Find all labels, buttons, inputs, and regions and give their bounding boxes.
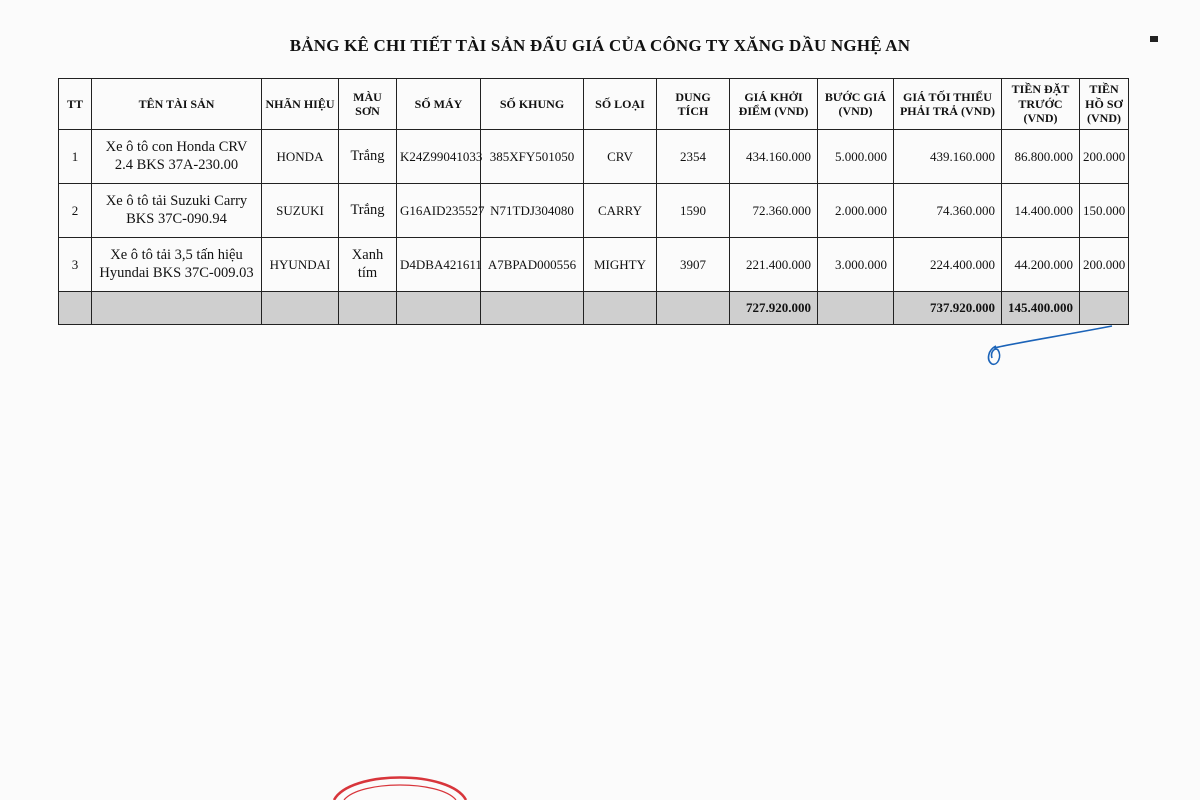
cell-gia-khoi-diem: 434.160.000 [730, 130, 818, 184]
header-mau-son: MÀU SƠN [339, 79, 397, 130]
cell-dung-tich: 3907 [657, 238, 730, 292]
total-empty-cell [584, 292, 657, 325]
header-tien-dat-truoc: TIỀN ĐẶT TRƯỚC (VND) [1002, 79, 1080, 130]
cell-dung-tich: 1590 [657, 184, 730, 238]
page-title: BẢNG KÊ CHI TIẾT TÀI SẢN ĐẤU GIÁ CỦA CÔNG TY XĂNG DẦU NGHỆ AN [289, 36, 911, 55]
seal-stamp [330, 768, 470, 800]
cell-gia-toi-thieu: 74.360.000 [894, 184, 1002, 238]
cell-buoc-gia: 3.000.000 [818, 238, 894, 292]
cell-tien-ho-so: 200.000 [1080, 130, 1129, 184]
table-row [59, 130, 1129, 184]
cell-mau-son: Trắng [339, 130, 397, 184]
header-so-loai: SỐ LOẠI [584, 79, 657, 130]
total-gia-toi-thieu: 737.920.000 [894, 292, 1002, 325]
cell-gia-khoi-diem: 72.360.000 [730, 184, 818, 238]
total-empty-cell [481, 292, 584, 325]
cell-tien-ho-so: 150.000 [1080, 184, 1129, 238]
cell-tt: 1 [59, 130, 92, 184]
total-empty-cell [397, 292, 481, 325]
cell-tt: 3 [59, 238, 92, 292]
header-buoc-gia: BƯỚC GIÁ (VND) [818, 79, 894, 130]
header-so-may: SỐ MÁY [397, 79, 481, 130]
total-gia-khoi-diem: 727.920.000 [730, 292, 818, 325]
cell-ten-tai-san: Xe ô tô con Honda CRV 2.4 BKS 37A-230.00 [92, 130, 262, 184]
header-so-khung: SỐ KHUNG [481, 79, 584, 130]
cell-nhan-hieu: SUZUKI [262, 184, 339, 238]
total-tien-dat-truoc: 145.400.000 [1002, 292, 1080, 325]
cell-mau-son: Trắng [339, 184, 397, 238]
total-empty-cell [339, 292, 397, 325]
cell-ten-tai-san: Xe ô tô tải Suzuki Carry BKS 37C-090.94 [92, 184, 262, 238]
cell-so-loai: CRV [584, 130, 657, 184]
header-gia-toi-thieu: GIÁ TỐI THIỂU PHẢI TRẢ (VND) [894, 79, 1002, 130]
cell-gia-toi-thieu: 439.160.000 [894, 130, 1002, 184]
cell-so-khung: N71TDJ304080 [481, 184, 584, 238]
cell-ten-tai-san: Xe ô tô tải 3,5 tấn hiệu Hyundai BKS 37C-009.03 [92, 238, 262, 292]
cell-tien-dat-truoc: 14.400.000 [1002, 184, 1080, 238]
cell-tien-dat-truoc: 86.800.000 [1002, 130, 1080, 184]
header-tt: TT [59, 79, 92, 130]
cell-mau-son: Xanh tím [339, 238, 397, 292]
signature-mark [980, 320, 1120, 370]
signature-loop [989, 346, 1000, 364]
total-empty-cell [818, 292, 894, 325]
cell-dung-tich: 2354 [657, 130, 730, 184]
cell-so-khung: 385XFY501050 [481, 130, 584, 184]
cell-so-may: G16AID235527 [397, 184, 481, 238]
corner-mark [1150, 36, 1158, 42]
cell-nhan-hieu: HONDA [262, 130, 339, 184]
cell-tien-dat-truoc: 44.200.000 [1002, 238, 1080, 292]
cell-buoc-gia: 5.000.000 [818, 130, 894, 184]
cell-tt: 2 [59, 184, 92, 238]
total-empty-cell [92, 292, 262, 325]
cell-nhan-hieu: HYUNDAI [262, 238, 339, 292]
total-empty-cell [59, 292, 92, 325]
cell-so-may: D4DBA421611 [397, 238, 481, 292]
header-dung-tich: DUNG TÍCH [657, 79, 730, 130]
cell-gia-khoi-diem: 221.400.000 [730, 238, 818, 292]
cell-tien-ho-so: 200.000 [1080, 238, 1129, 292]
total-row [59, 292, 1129, 325]
header-tien-ho-so: TIỀN HỒ SƠ (VND) [1080, 79, 1129, 130]
cell-gia-toi-thieu: 224.400.000 [894, 238, 1002, 292]
cell-so-may: K24Z99041033 [397, 130, 481, 184]
header-nhan-hieu: NHÃN HIỆU [262, 79, 339, 130]
header-ten-tai-san: TÊN TÀI SẢN [92, 79, 262, 130]
table-row [59, 184, 1129, 238]
header-gia-khoi-diem: GIÁ KHỞI ĐIỂM (VND) [730, 79, 818, 130]
cell-so-loai: MIGHTY [584, 238, 657, 292]
cell-so-loai: CARRY [584, 184, 657, 238]
asset-table [58, 78, 1129, 325]
cell-so-khung: A7BPAD000556 [481, 238, 584, 292]
signature-stroke [994, 326, 1112, 348]
total-empty-cell [262, 292, 339, 325]
table-row [59, 238, 1129, 292]
total-empty-cell [657, 292, 730, 325]
header-row [59, 79, 1129, 130]
cell-buoc-gia: 2.000.000 [818, 184, 894, 238]
